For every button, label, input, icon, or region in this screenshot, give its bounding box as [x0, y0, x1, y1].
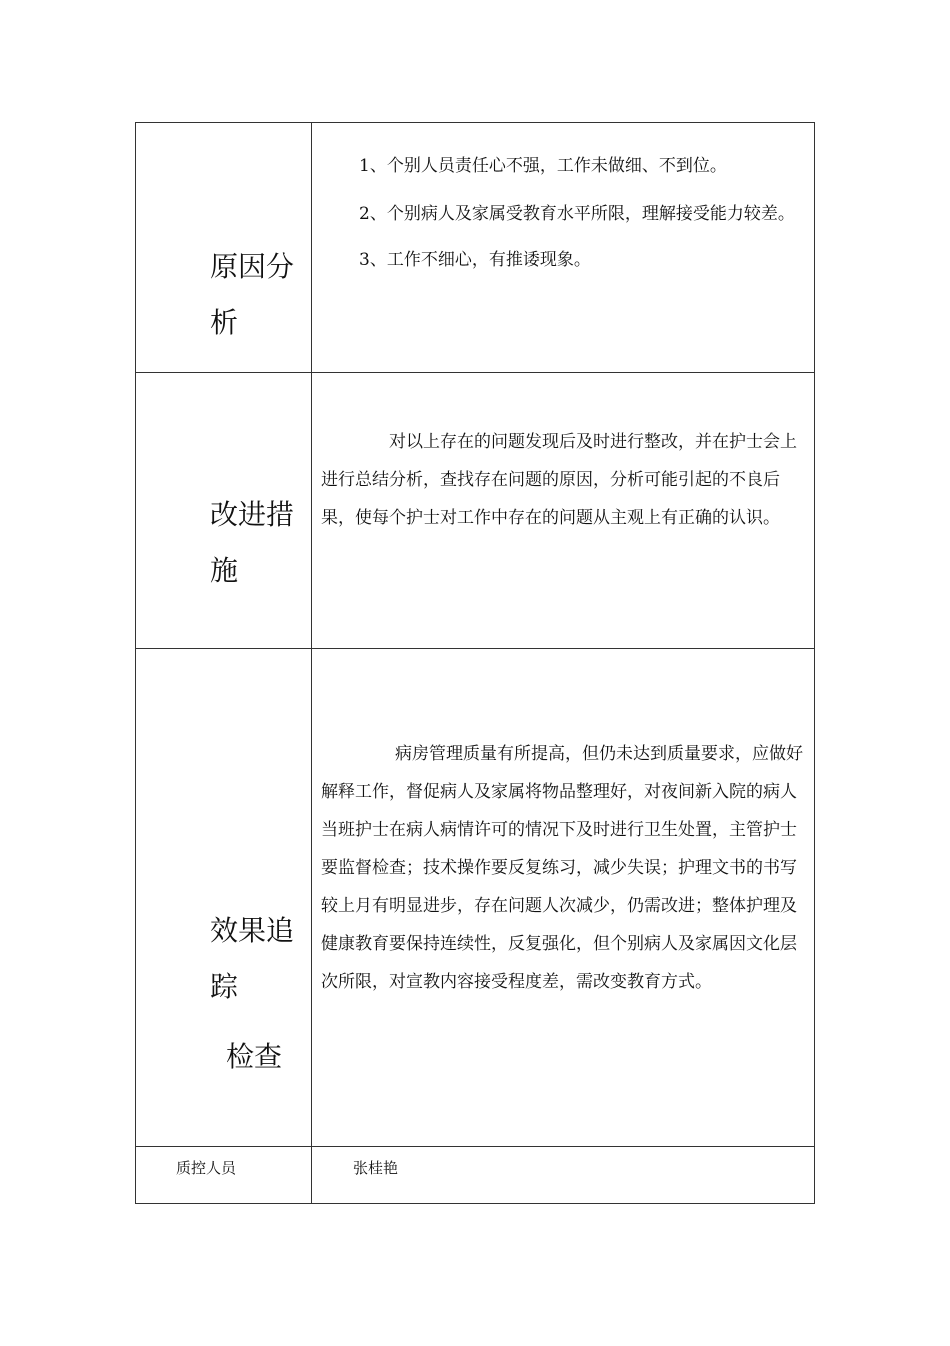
improvement-content: [312, 373, 814, 648]
cause-analysis-content: [312, 123, 814, 372]
quality-control-table: [135, 122, 815, 1204]
qc-person-name: 张桂艳: [353, 1159, 399, 1177]
qc-person-row: [136, 1147, 814, 1205]
followup-row: [136, 649, 814, 1147]
improvement-label: 改进措施: [210, 498, 295, 587]
followup-label: 效果追踪: [210, 914, 295, 1003]
cause-item-2: 2、个别病人及家属受教育水平所限，理解接受能力较差。: [359, 204, 795, 224]
qc-label: 质控人员: [176, 1159, 237, 1177]
followup-text: 病房管理质量有所提高，但仍未达到质量要求，应做好解释工作，督促病人及家属将物品整理好，对夜间新入院的病人当班护士在病人病情许可的情况下及时进行卫生处置，主管护士要监督检查；技术操作要反复练习，减少失误；护理文书的书写较上月有明显进步，存在问题人次减少，仍需改进；整体护理及健康教育要保持连续性，反复强化，但个别病人及家属因文化层次所限，对宣教内容接受程度差，需改变教育方式。: [321, 744, 803, 992]
improvement-text: 对以上存在的问题发现后及时进行整改，并在护士会上进行总结分析，查找存在问题的原因，分析可能引起的不良后果，使每个护士对工作中存在的问题从主观上有正确的认识。: [321, 432, 797, 528]
cause-analysis-row: [136, 123, 814, 373]
followup-label-cell: [136, 649, 311, 1146]
cause-item-1: 1、个别人员责任心不强，工作未做细、不到位。: [359, 156, 727, 176]
followup-content: [312, 649, 814, 1146]
improvement-row: [136, 373, 814, 649]
cause-analysis-label: 原因分析: [210, 250, 295, 339]
cause-item-3: 3、工作不细心，有推诿现象。: [359, 250, 591, 270]
qc-label-cell: [136, 1147, 311, 1205]
qc-value-cell: [312, 1147, 814, 1205]
followup-label-check: 检查: [226, 1040, 283, 1073]
cause-analysis-label-cell: [136, 123, 311, 372]
improvement-label-cell: [136, 373, 311, 648]
